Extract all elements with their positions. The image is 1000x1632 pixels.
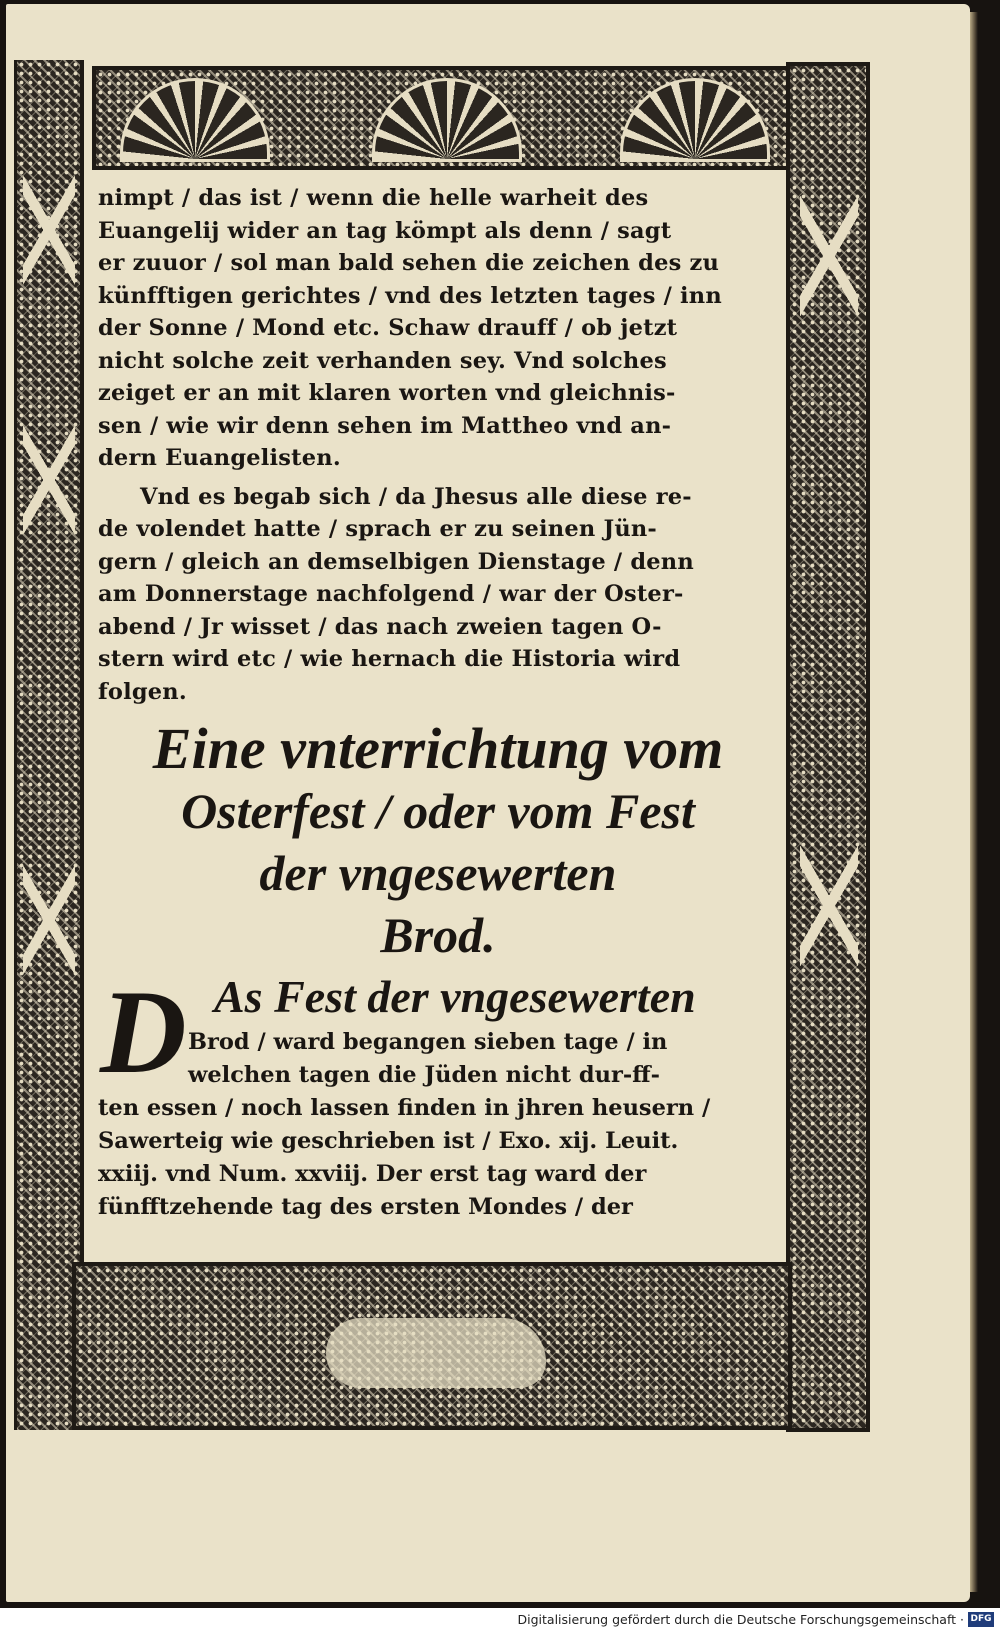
decorated-initial: D [100,965,187,1098]
text-line: am Donnerstage nachfolgend / war der Oster- [98,581,684,607]
text-line: der Sonne / Mond etc. Schaw drauff / ob jetzt [98,315,678,341]
column-ornament [23,400,75,560]
paragraph-3 [98,965,778,1224]
cherub-ornament [326,1318,546,1388]
section-heading [98,718,778,966]
woodcut-right-column [786,62,870,1432]
rosette-ornament [120,78,270,162]
woodcut-bottom-border [72,1262,792,1430]
paragraph-1 [98,182,778,475]
page-edge-shadow [970,12,978,1592]
text-line: Sawerteig wie geschrieben ist / Exo. xij. Leuit. [98,1128,679,1154]
heading-line: Brod. [380,907,496,963]
digitization-credit: Digitalisierung gefördert durch die Deutsche Forschungsgemeinschaft · [0,1608,1000,1632]
woodcut-top-border [92,66,794,170]
text-line: zeiget er an mit klaren worten vnd gleichnis- [98,380,676,406]
text-line: nimpt / das ist / wenn die helle warheit des [98,185,649,211]
text-line: er zuuor / sol man bald sehen die zeichen des zu [98,250,720,276]
heading-line: Eine vnterrichtung vom [152,716,724,781]
text-line: Brod / ward begangen sieben tage / in [188,1029,668,1055]
book-page [6,4,970,1602]
heading-line: Osterfest / oder vom Fest [181,783,695,839]
rosette-ornament [372,78,522,162]
text-line: stern wird etc / wie hernach die Historia wird [98,646,681,672]
heading-line: der vngesewerten [259,845,617,901]
text-line: dern Euangelisten. [98,445,341,471]
text-line: welchen tagen die Jüden nicht dur-ff- [188,1062,660,1088]
text-line: gern / gleich an demselbigen Dienstage / denn [98,548,694,575]
column-ornament [23,150,75,310]
text-line: folgen. [98,678,187,705]
text-line: künfftigen gerichtes / vnd des letzten tages / inn [98,282,722,309]
opening-line: As Fest der vngesewerten [214,971,696,1022]
text-block [98,182,778,1224]
text-line: Vnd es begab sich / da Jhesus alle diese re- [140,483,692,510]
text-line: nicht solche zeit verhanden sey. Vnd solches [98,347,667,374]
text-line: Euangelij wider an tag kömpt als denn / sagt [98,217,672,244]
text-line: fünfftzehende tag des ersten Mondes / der [98,1194,633,1220]
column-ornament [800,826,858,986]
column-ornament [23,840,75,1000]
paragraph-2 [98,481,778,709]
text-line: abend / Jr wisset / das nach zweien tagen O- [98,613,662,640]
woodcut-left-column [14,60,84,1430]
dfg-logo: DFG [968,1612,994,1627]
text-line: de volendet hatte / sprach er zu seinen Jün- [98,516,657,542]
text-line: sen / wie wir denn sehen im Mattheo vnd an- [98,412,672,439]
text-line: xxiij. vnd Num. xxviij. Der erst tag ward der [98,1161,647,1187]
column-ornament [800,176,858,336]
text-line: ten essen / noch lassen finden in jhren heusern / [98,1095,711,1121]
rosette-ornament [620,78,770,162]
